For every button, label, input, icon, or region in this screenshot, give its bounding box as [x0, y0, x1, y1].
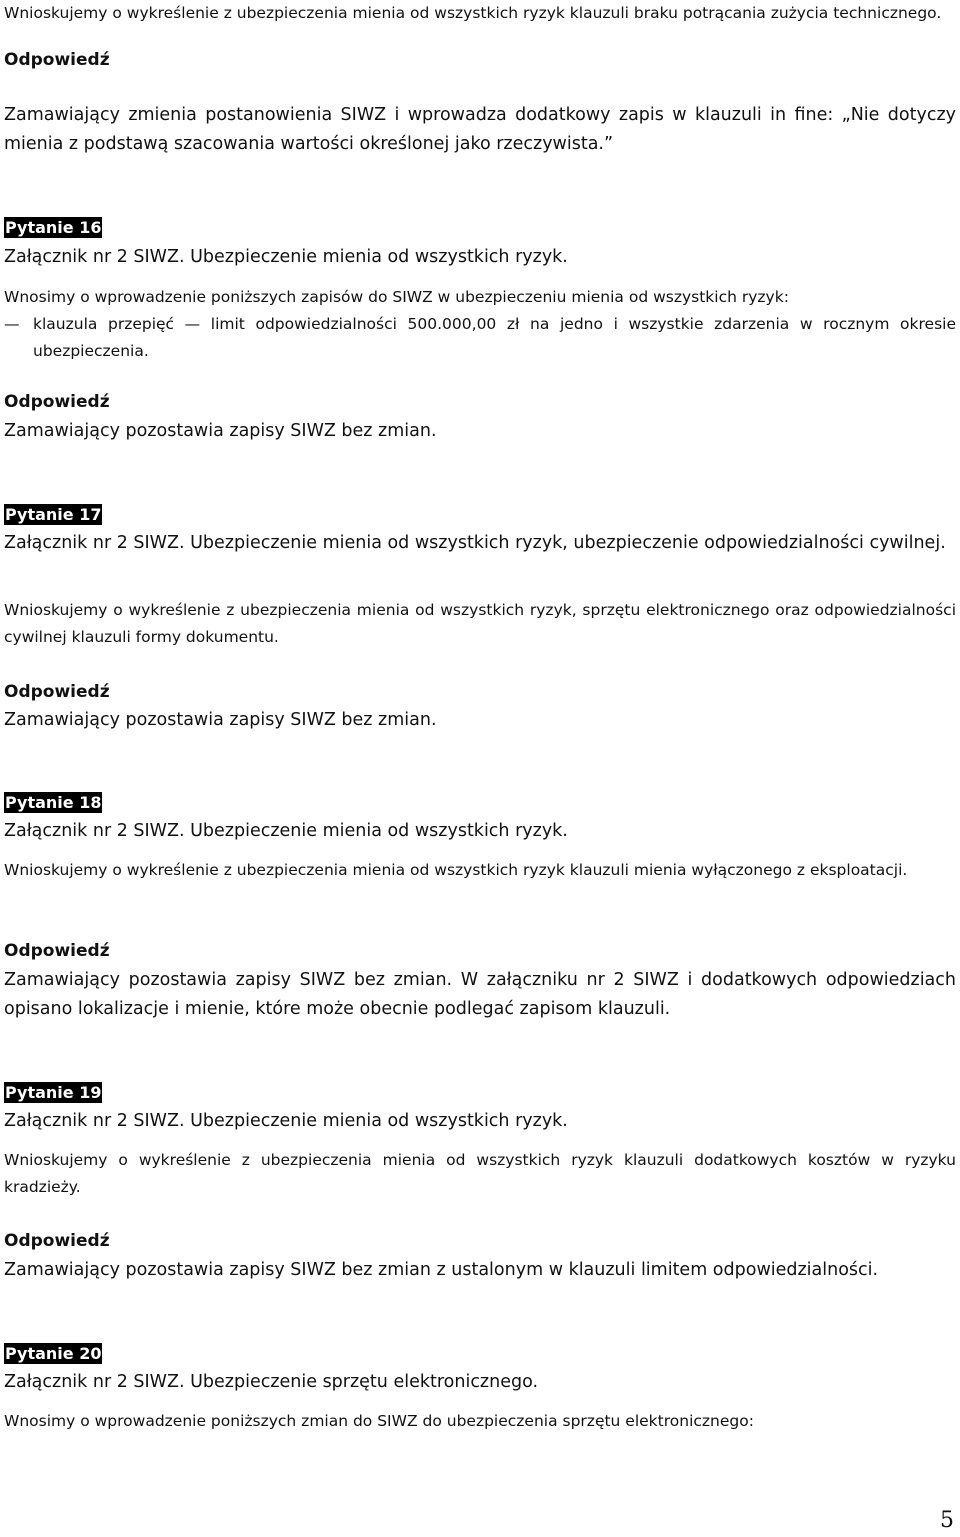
bullet-text: klauzula przepięć — limit odpowiedzialności 500.000,00 zł na jedno i wszystkie zdarzenia w rocznym okresie ubezpieczenia.: [33, 315, 956, 360]
question-label: Pytanie 18: [5, 793, 102, 812]
answer-heading: Odpowiedź: [4, 50, 110, 70]
paragraph: Zamawiający pozostawia zapisy SIWZ bez zmian.: [4, 421, 437, 441]
paragraph: Wnosimy o wprowadzenie poniższych zmian do SIWZ do ubezpieczenia sprzętu elektronicznego:: [4, 1412, 754, 1430]
answer-heading: Odpowiedź: [4, 682, 110, 702]
question-label: Pytanie 17: [5, 505, 102, 524]
paragraph: Załącznik nr 2 SIWZ. Ubezpieczenie mienia od wszystkich ryzyk, ubezpieczenie odpowiedzialności cywilnej.: [4, 533, 946, 553]
question-label: Pytanie 16: [5, 218, 102, 237]
paragraph: Załącznik nr 2 SIWZ. Ubezpieczenie mienia od wszystkich ryzyk.: [4, 1111, 568, 1131]
question-label: Pytanie 19: [5, 1083, 102, 1102]
paragraph: Wnioskujemy o wykreślenie z ubezpieczenia mienia od wszystkich ryzyk, sprzętu elektronicznego oraz odpowiedzialności cywilnej klauzuli formy dokumentu.: [4, 601, 956, 646]
paragraph: Zamawiający pozostawia zapisy SIWZ bez zmian.: [4, 710, 437, 730]
answer-heading: Odpowiedź: [4, 1231, 110, 1251]
paragraph: Zamawiający pozostawia zapisy SIWZ bez zmian. W załączniku nr 2 SIWZ i dodatkowych odpowiedziach opisano lokalizacje i mienie, które może obecnie podlegać zapisom klauzuli.: [4, 970, 956, 1019]
question-label: Pytanie 20: [5, 1344, 102, 1363]
question-heading: [4, 504, 956, 525]
question-heading: [4, 217, 956, 238]
paragraph: Wnioskujemy o wykreślenie z ubezpieczenia mienia od wszystkich ryzyk klauzuli mienia wyłączonego z eksploatacji.: [4, 861, 908, 879]
paragraph: Wnioskujemy o wykreślenie z ubezpieczenia mienia od wszystkich ryzyk klauzuli dodatkowych kosztów w ryzyku kradzieży.: [4, 1151, 956, 1196]
page-number: 5: [940, 1508, 954, 1533]
paragraph: Zamawiający pozostawia zapisy SIWZ bez zmian z ustalonym w klauzuli limitem odpowiedzialności.: [4, 1260, 879, 1280]
paragraph: Załącznik nr 2 SIWZ. Ubezpieczenie sprzętu elektronicznego.: [4, 1372, 539, 1392]
question-heading: [4, 792, 956, 813]
paragraph: Załącznik nr 2 SIWZ. Ubezpieczenie mienia od wszystkich ryzyk.: [4, 247, 568, 267]
paragraph: Zamawiający zmienia postanowienia SIWZ i wprowadza dodatkowy zapis w klauzuli in fine: „Nie dotyczy mienia z podstawą szacowania wartości określonej jako rzeczywista.”: [4, 105, 956, 154]
question-heading: [4, 1343, 956, 1364]
paragraph: Załącznik nr 2 SIWZ. Ubezpieczenie mienia od wszystkich ryzyk.: [4, 821, 568, 841]
question-heading: [4, 1082, 956, 1103]
bullet-item: [4, 311, 956, 365]
answer-heading: Odpowiedź: [4, 941, 110, 961]
answer-heading: Odpowiedź: [4, 392, 110, 412]
paragraph: Wnioskujemy o wykreślenie z ubezpieczenia mienia od wszystkich ryzyk klauzuli braku potrącania zużycia technicznego.: [4, 4, 942, 22]
bullet-dash: —: [4, 315, 20, 333]
paragraph: Wnosimy o wprowadzenie poniższych zapisów do SIWZ w ubezpieczeniu mienia od wszystkich ryzyk:: [4, 288, 789, 306]
